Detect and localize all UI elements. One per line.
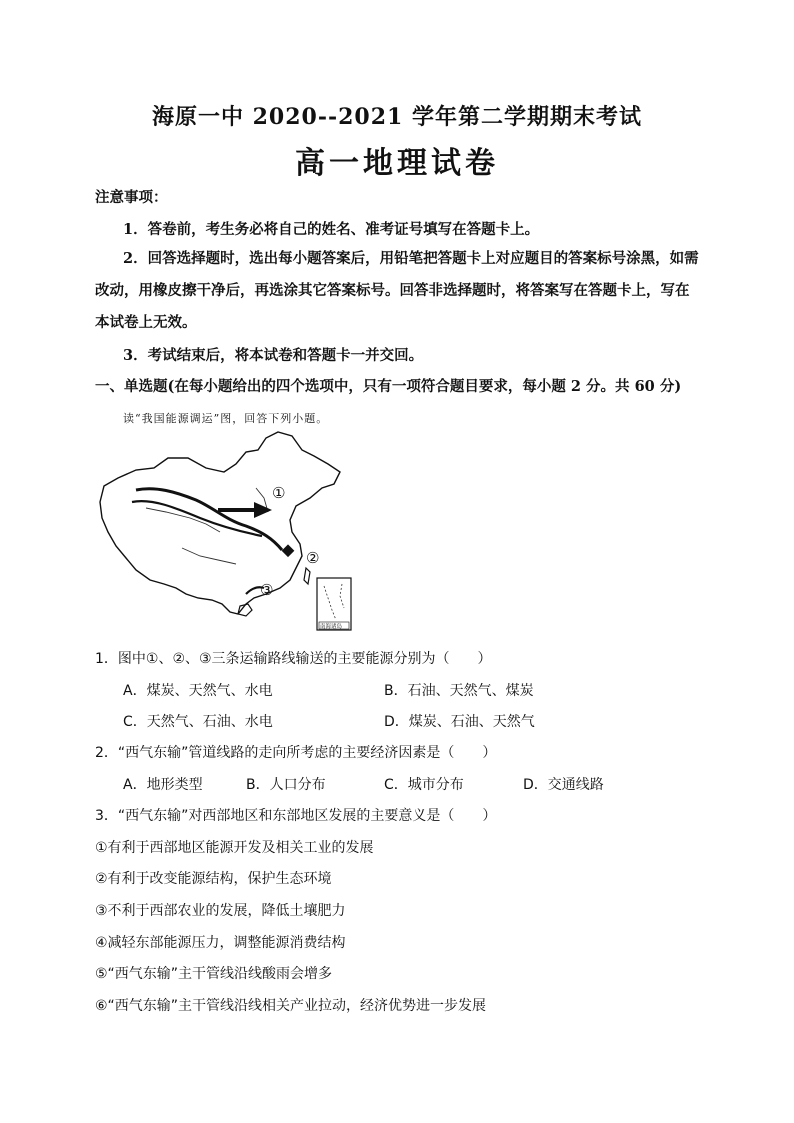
q3-statement-4: ④减轻东部能源压力，调整能源消费结构 — [95, 935, 346, 951]
q3-statement-1: ①有利于西部地区能源开发及相关工业的发展 — [95, 840, 374, 856]
taiwan-island — [304, 568, 310, 584]
exam-title: 海原一中 2020--2021 学年第二学期期末考试 — [151, 104, 643, 130]
map-label-2: ② — [306, 549, 320, 567]
map-label-3: ③ — [260, 581, 274, 599]
notes-item-1: 1．答卷前，考生务必将自己的姓名、准考证号填写在答题卡上。 — [123, 221, 540, 238]
q3-statement-2: ②有利于改变能源结构，保护生态环境 — [95, 871, 332, 887]
q2-option-d: D．交通线路 — [523, 777, 604, 793]
notes-heading: 注意事项： — [95, 189, 168, 206]
energy-transport-map — [96, 428, 366, 640]
notes-item-2: 2．回答选择题时，选出每小题答案后，用铅笔把答题卡上对应题目的答案标号涂黑，如需改动，用橡皮擦干净后，再选涂其它答案标号。回答非选择题时，将答案写在答题卡上，写在本试卷上无效。 — [95, 250, 699, 331]
q3-statement-3: ③不利于西部农业的发展，降低土壤肥力 — [95, 903, 346, 919]
section-heading: 一、单选题(在每小题给出的四个选项中，只有一项符合题目要求，每小题 2 分。共 60 分) — [95, 378, 682, 395]
q3-statement-6: ⑥“西气东输”主干管线沿线相关产业拉动，经济优势进一步发展 — [95, 998, 487, 1014]
q3-stem: 3．“西气东输”对西部地区和东部地区发展的主要意义是（ ） — [95, 808, 497, 824]
q1-stem: 1．图中①、②、③三条运输路线输送的主要能源分别为（ ） — [95, 651, 492, 667]
route-2b-line — [132, 501, 262, 536]
route-2-end-marker — [282, 544, 295, 557]
q1-option-b: B．石油、天然气、煤炭 — [384, 683, 534, 699]
exam-subtitle: 高一地理试卷 — [295, 146, 499, 181]
q2-option-b: B．人口分布 — [246, 777, 326, 793]
q1-option-a: A．煤炭、天然气、水电 — [123, 683, 273, 699]
q2-stem: 2．“西气东输”管道线路的走向所考虑的主要经济因素是（ ） — [95, 745, 497, 761]
q3-statement-5: ⑤“西气东输”主干管线沿线酸雨会增多 — [95, 966, 333, 982]
inset-label: 南海诸岛 — [320, 624, 343, 630]
q1-option-c: C．天然气、石油、水电 — [123, 714, 273, 730]
q2-option-c: C．城市分布 — [384, 777, 464, 793]
china-outline — [100, 432, 340, 614]
map-label-1: ① — [272, 484, 286, 502]
q1-option-d: D．煤炭、石油、天然气 — [384, 714, 535, 730]
notes-item-3: 3．考试结束后，将本试卷和答题卡一并交回。 — [123, 347, 424, 364]
map-instruction: 读“我国能源调运”图，回答下列小题。 — [123, 412, 329, 425]
q2-option-a: A．地形类型 — [123, 777, 203, 793]
route-1-arrow-icon — [254, 502, 272, 518]
route-2-line — [136, 489, 282, 550]
